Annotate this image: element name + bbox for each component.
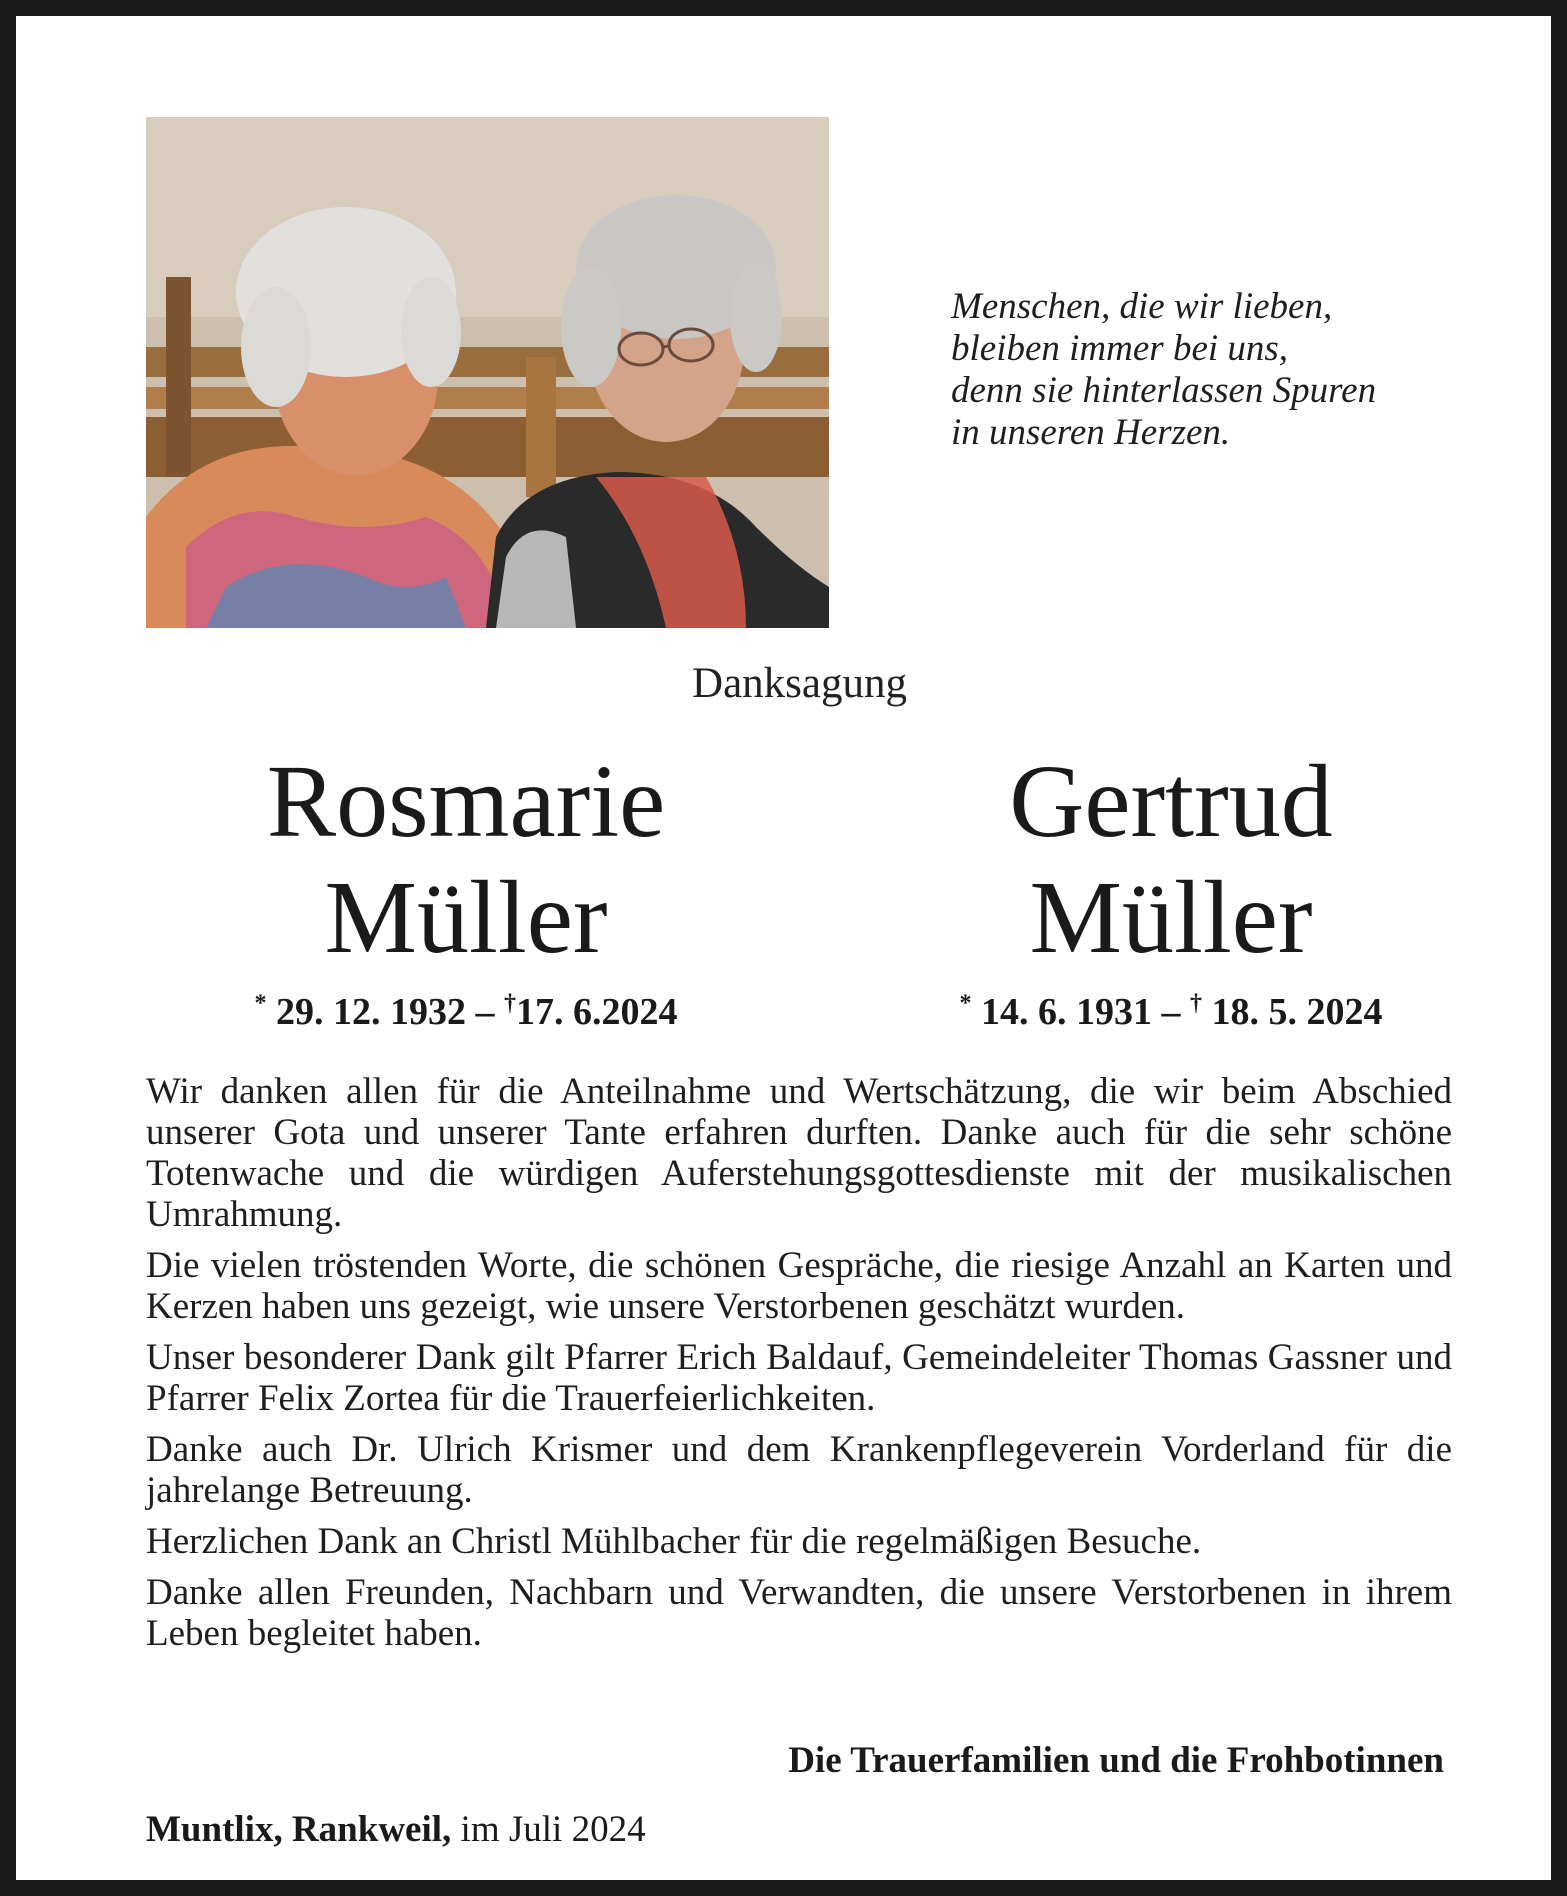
- last-name: Müller: [1029, 860, 1313, 975]
- quote-line: in unseren Herzen.: [951, 412, 1231, 453]
- paragraph: Unser besonderer Dank gilt Pfarrer Erich Baldauf, Gemeindeleiter Thomas Gassner und Pfarrer Felix Zortea für die Trauerfeierlichkeiten.: [146, 1337, 1452, 1419]
- location: Muntlix, Rankweil,: [146, 1809, 452, 1850]
- paragraph: Wir danken allen für die Anteilnahme und Wertschätzung, die wir beim Abschied unserer Gota und unserer Tante erfahren durften. Danke auch für die sehr schöne Totenwache und die würdigen Auferstehungsgottesdienste mit der musikalischen Umrahmung.: [146, 1071, 1452, 1235]
- person-rosmarie: [156, 744, 776, 1034]
- quote-line: denn sie hinterlassen Spuren: [951, 370, 1377, 411]
- death-date: 17. 6.2024: [516, 991, 678, 1033]
- person-gertrud: [861, 744, 1481, 1034]
- death-date: 18. 5. 2024: [1211, 991, 1383, 1033]
- last-name: Müller: [324, 860, 608, 975]
- first-name: Gertrud: [1009, 744, 1333, 859]
- quote-line: bleiben immer bei uns,: [951, 328, 1289, 369]
- first-name: Rosmarie: [266, 744, 666, 859]
- death-symbol: †: [1190, 990, 1202, 1017]
- life-dates: [156, 990, 776, 1034]
- paragraph: Die vielen tröstenden Worte, die schönen Gespräche, die riesige Anzahl an Karten und Kerzen haben uns gezeigt, wie unsere Verstorbenen geschätzt wurden.: [146, 1245, 1452, 1327]
- paragraph: Herzlichen Dank an Christl Mühlbacher für die regelmäßigen Besuche.: [146, 1521, 1202, 1562]
- birth-symbol: *: [254, 990, 267, 1017]
- quote-line: Menschen, die wir lieben,: [951, 286, 1333, 327]
- date-separator: –: [475, 991, 495, 1033]
- date-separator: –: [1161, 991, 1181, 1033]
- paragraph: Danke allen Freunden, Nachbarn und Verwandten, die unsere Verstorbenen in ihrem Leben begleitet haben.: [146, 1572, 1452, 1654]
- paragraph: Danke auch Dr. Ulrich Krismer und dem Krankenpflegeverein Vorderland für die jahrelange Betreuung.: [146, 1429, 1452, 1511]
- heading-danksagung: Danksagung: [692, 660, 907, 707]
- place-and-date: [146, 1808, 646, 1851]
- signature: Die Trauerfamilien und die Frohbotinnen: [788, 1740, 1444, 1781]
- portrait-photo: [146, 117, 829, 628]
- death-symbol: †: [504, 990, 516, 1017]
- memorial-quote: [951, 286, 1376, 454]
- thanks-body: [146, 1071, 1452, 1664]
- date: im Juli 2024: [460, 1809, 646, 1850]
- birth-symbol: *: [959, 990, 972, 1017]
- life-dates: [861, 990, 1481, 1034]
- birth-date: 29. 12. 1932: [276, 991, 466, 1033]
- birth-date: 14. 6. 1931: [981, 991, 1152, 1033]
- portrait-photo-illustration: [146, 117, 829, 628]
